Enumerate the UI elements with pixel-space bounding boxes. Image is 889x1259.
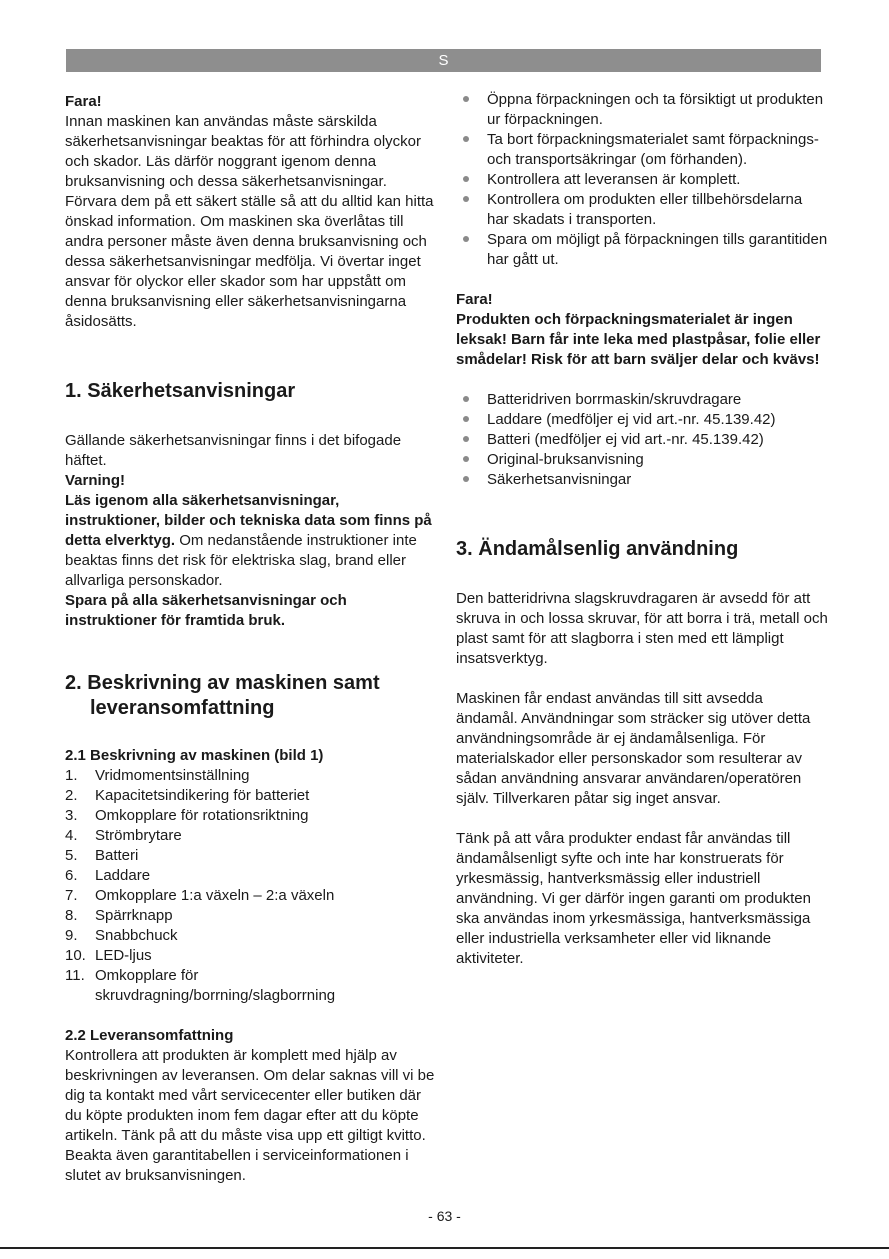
- delivery-item: [456, 430, 828, 450]
- parts-list-text: Kapacitetsindikering för batteriet: [95, 787, 310, 804]
- unpacking-item: [456, 170, 828, 190]
- danger-text: Produkten och förpackningsmaterialet är ingen leksak! Barn får inte leka med plastpåsar, folie eller smådelar! Risk för att barn sväljer delar och kvävs!: [456, 311, 821, 368]
- bullet-dot-icon: [463, 176, 469, 182]
- parts-list-number: 3.: [65, 807, 78, 824]
- delivery-item-text: Original-bruksanvisning: [487, 451, 644, 468]
- parts-list-number: 10.: [65, 947, 86, 964]
- parts-list-number: 5.: [65, 847, 78, 864]
- parts-list-item: [65, 966, 435, 1006]
- bullet-dot-icon: [463, 476, 469, 482]
- parts-list-item: [65, 886, 435, 906]
- parts-list-text: Spärrknapp: [95, 907, 173, 924]
- bullet-dot-icon: [463, 236, 469, 242]
- parts-list-text: Laddare: [95, 867, 151, 884]
- unpacking-item: [456, 130, 828, 170]
- section-2-title-line1: Beskrivning av maskinen samt: [87, 672, 380, 694]
- unpacking-item-text: Spara om möjligt på förpackningen tills garantitiden har gått ut.: [487, 231, 828, 268]
- parts-list-text: Batteri: [95, 847, 139, 864]
- parts-list-text: Omkopplare för rotationsriktning: [95, 807, 309, 824]
- parts-list-number: 6.: [65, 867, 78, 884]
- bullet-dot-icon: [463, 456, 469, 462]
- section-1-warning-text: Om nedanstående instruktioner inte beaktas finns det risk för elektriska slag, brand eller allvarliga personskador.: [65, 532, 417, 589]
- section-3-paragraph-2: Maskinen får endast användas till sitt avsedda ändamål. Användningar som sträcker sig utöver detta användningsområde är ej ändamålsenliga. För materialskador eller personskador som resulterar av sådan användning ansvarar användaren/operatören själv. Tillverkaren påtar sig inget ansvar.: [456, 690, 811, 807]
- section-1-warning-paragraph: [65, 491, 435, 591]
- delivery-item: [456, 390, 828, 410]
- parts-list-number: 2.: [65, 787, 78, 804]
- parts-list-number: 4.: [65, 827, 78, 844]
- delivery-item-text: Batteridriven borrmaskin/skruvdragare: [487, 391, 742, 408]
- parts-list-item: [65, 866, 435, 886]
- delivery-item: [456, 450, 828, 470]
- section-3-paragraph-1: Den batteridrivna slagskruvdragaren är avsedd för att skruva in och lossa skruvar, för att borra i trä, metall och plast samt för att slagborra i sten med ett lämpligt insatsverktyg.: [456, 590, 828, 667]
- bullet-dot-icon: [463, 396, 469, 402]
- delivery-item-text: Laddare (medföljer ej vid art.-nr. 45.139.42): [487, 411, 776, 428]
- section-3-number: 3.: [456, 538, 473, 560]
- intro-warning-label: Fara!: [65, 93, 102, 110]
- unpacking-list: [456, 90, 828, 270]
- parts-list-text: Strömbrytare: [95, 827, 182, 844]
- parts-list: [65, 766, 435, 1006]
- delivery-item-text: Säkerhetsanvisningar: [487, 471, 632, 488]
- parts-list-number: 8.: [65, 907, 78, 924]
- right-column: [456, 90, 828, 969]
- subsection-2-2-paragraph: Kontrollera att produkten är komplett med hjälp av beskrivningen av leveransen. Om delar saknas vill vi be dig ta kontakt med vårt servicecenter eller butiken där du köpte produkten inom fem dagar efter att du köpte artikeln. Tänk på att du måste visa upp ett giltigt kvitto. Beakta även garantitabellen i serviceinformationen i slutet av bruksanvisningen.: [65, 1047, 435, 1184]
- section-1-bold-instruction: Läs igenom alla säkerhetsanvisningar, instruktioner, bilder och tekniska data som finns på detta elverktyg.: [65, 492, 432, 549]
- page-number: - 63 -: [428, 1208, 461, 1224]
- unpacking-item-text: Kontrollera om produkten eller tillbehörsdelarna har skadats i transporten.: [487, 191, 803, 228]
- parts-list-item: [65, 806, 435, 826]
- parts-list-number: 1.: [65, 767, 78, 784]
- section-1-number: 1.: [65, 380, 82, 402]
- section-2-heading: [65, 671, 435, 721]
- section-3-paragraph-3: Tänk på att våra produkter endast får användas till ändamålsenligt syfte och inte har konstruerats för yrkesmässig, hantverksmässig eller industriell användning. Vi ger därför ingen garanti om produkten ska användas inom yrkesmässiga, hantverksmässiga eller industriella verksamheter eller vid liknande aktiviteter.: [456, 830, 811, 967]
- section-2-number: 2.: [65, 672, 82, 694]
- bottom-rule: [0, 1247, 889, 1249]
- unpacking-item-text: Kontrollera att leveransen är komplett.: [487, 171, 741, 188]
- parts-list-item: [65, 786, 435, 806]
- unpacking-item: [456, 230, 828, 270]
- parts-list-text: Omkopplare för skruvdragning/borrning/slagborrning: [95, 967, 336, 1004]
- parts-list-text: Omkopplare 1:a växeln – 2:a växeln: [95, 887, 335, 904]
- section-1-save-note: Spara på alla säkerhetsanvisningar och instruktioner för framtida bruk.: [65, 592, 347, 629]
- bullet-dot-icon: [463, 196, 469, 202]
- bullet-dot-icon: [463, 96, 469, 102]
- delivery-item: [456, 470, 828, 490]
- left-column: [65, 90, 435, 1186]
- parts-list-item: [65, 946, 435, 966]
- language-tab: S: [66, 49, 821, 72]
- parts-list-text: LED-ljus: [95, 947, 152, 964]
- subsection-2-2-heading: 2.2 Leveransomfattning: [65, 1027, 234, 1044]
- section-1-heading: [65, 379, 435, 404]
- unpacking-item: [456, 190, 828, 230]
- unpacking-item: [456, 90, 828, 130]
- parts-list-item: [65, 826, 435, 846]
- subsection-2-1-heading: 2.1 Beskrivning av maskinen (bild 1): [65, 747, 324, 764]
- parts-list-item: [65, 906, 435, 926]
- section-2-title-line2: leveransomfattning: [90, 697, 275, 719]
- section-1-paragraph: Gällande säkerhetsanvisningar finns i det bifogade häftet.: [65, 432, 402, 469]
- unpacking-item-text: Öppna förpackningen och ta försiktigt ut produkten ur förpackningen.: [487, 91, 824, 128]
- parts-list-text: Vridmomentsinställning: [95, 767, 250, 784]
- intro-paragraph: Innan maskinen kan användas måste särskilda säkerhetsanvisningar beaktas för att förhindra olyckor och skador. Läs därför noggrant igenom denna bruksanvisning och dessa säkerhetsanvisningar. Förvara dem på ett säkert ställe så att du alltid kan hitta önskad information. Om maskinen ska överlåtas till andra personer måste även denna bruksanvisning och dessa säkerhetsanvisningar medfölja. Vi övertar inget ansvar för olyckor eller skador som har uppstått om denna bruksanvisning eller säkerhetsanvisningarna åsidosätts.: [65, 113, 434, 330]
- parts-list-number: 7.: [65, 887, 78, 904]
- bullet-dot-icon: [463, 436, 469, 442]
- parts-list-item: [65, 846, 435, 866]
- bullet-dot-icon: [463, 136, 469, 142]
- parts-list-text: Snabbchuck: [95, 927, 178, 944]
- parts-list-item: [65, 926, 435, 946]
- delivery-contents-list: [456, 390, 828, 490]
- unpacking-item-text: Ta bort förpackningsmaterialet samt förpacknings- och transportsäkringar (om förhanden).: [487, 131, 819, 168]
- delivery-item: [456, 410, 828, 430]
- section-1-title: Säkerhetsanvisningar: [87, 380, 296, 402]
- parts-list-item: [65, 766, 435, 786]
- parts-list-number: 11.: [65, 967, 85, 984]
- section-3-title: Ändamålsenlig användning: [478, 538, 739, 560]
- bullet-dot-icon: [463, 416, 469, 422]
- section-1-warning-label: Varning!: [65, 472, 126, 489]
- parts-list-number: 9.: [65, 927, 78, 944]
- section-3-heading: [456, 537, 828, 562]
- delivery-item-text: Batteri (medföljer ej vid art.-nr. 45.139.42): [487, 431, 764, 448]
- danger-label: Fara!: [456, 291, 493, 308]
